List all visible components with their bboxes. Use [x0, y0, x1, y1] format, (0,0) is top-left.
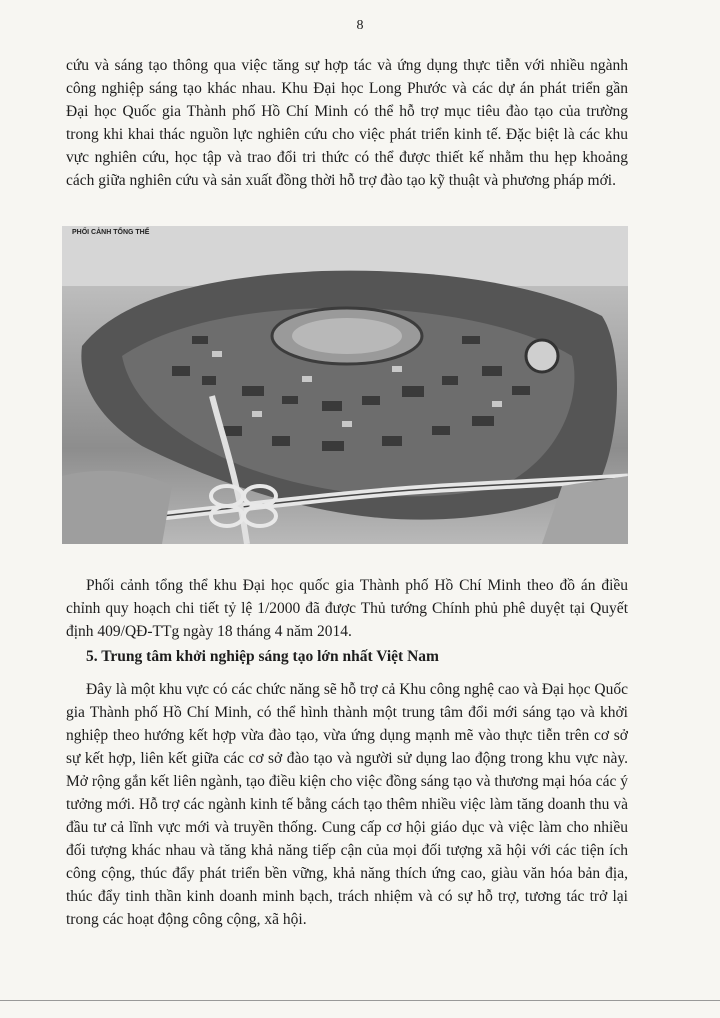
aerial-city-illustration	[62, 226, 628, 544]
figure-caption: Phối cảnh tổng thể khu Đại học quốc gia Thành phố Hồ Chí Minh theo đồ án điều chỉnh quy hoạch chi tiết tỷ lệ 1/2000 đã được Thủ tướng Chính phủ phê duyệt tại Quyết định 409/QĐ-TTg ngày 18 tháng 4 năm 2014.	[66, 577, 628, 640]
aerial-perspective-image	[62, 226, 628, 544]
bottom-divider	[0, 1000, 720, 1001]
section-paragraph: Đây là một khu vực có các chức năng sẽ hỗ trợ cả Khu công nghệ cao và Đại học Quốc gia Thành phố Hồ Chí Minh, có thể hình thành một trung tâm đổi mới sáng tạo và khởi nghiệp theo hướng kết hợp vừa đào tạo, vừa ứng dụng mạnh mẽ vào thực tiễn trên cơ sở sự kết hợp, liên kết giữa các cơ sở đào tạo và người sử dụng lao động trong khu vực này. Mở rộng gắn kết liên ngành, tạo điều kiện cho việc đồng sáng tạo và thương mại hóa các ý tưởng mới. Hỗ trợ các ngành kinh tế bằng cách tạo thêm nhiều việc làm tăng doanh thu và đầu tư cả lĩnh vực mới và truyền thống. Cung cấp cơ hội giáo dục và việc làm cho nhiều đối tượng khác nhau và tăng khả năng tiếp cận của mọi đối tượng xã hội với các tiện ích công cộng, thúc đẩy phát triển bền vững, khả năng thích ứng cao, giàu văn hóa bản địa, thúc đẩy tinh thần kinh doanh minh bạch, trách nhiệm và có sự hỗ trợ, tương tác trở lại trong các hoạt động công cộng, xã hội.	[66, 681, 628, 928]
section-heading: 5. Trung tâm khởi nghiệp sáng tạo lớn nhất Việt Nam	[86, 648, 439, 665]
page-number: 8	[356, 18, 364, 33]
intro-paragraph: cứu và sáng tạo thông qua việc tăng sự hợp tác và ứng dụng thực tiễn với nhiều ngành công nghiệp sáng tạo khác nhau. Khu Đại học Long Phước và các dự án phát triển gần Đại học Quốc gia Thành phố Hồ Chí Minh có thể hỗ trợ mục tiêu đào tạo của trường trong khi khai thác nguồn lực nghiên cứu cho việc phát triển kinh tế. Đặc biệt là các khu vực nghiên cứu, học tập và trao đổi tri thức có thể được thiết kế nhằm thu hẹp khoảng cách giữa nghiên cứu và sản xuất đồng thời hỗ trợ đào tạo kỹ thuật và phương pháp mới.	[66, 57, 628, 189]
figure-label: PHỐI CẢNH TỔNG THỂ	[72, 229, 150, 236]
